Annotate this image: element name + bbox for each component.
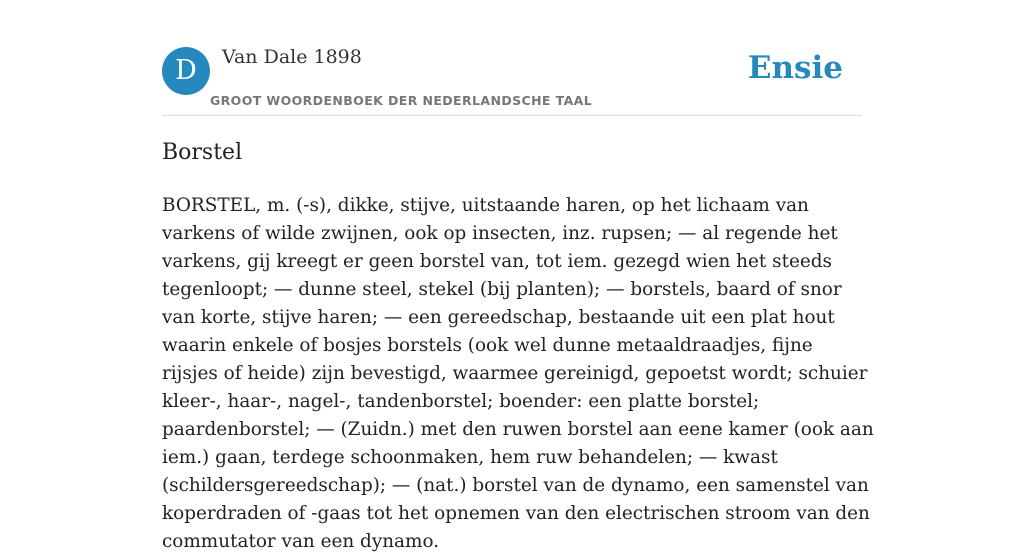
entry-title: Borstel [162, 140, 243, 165]
dictionary-source-title[interactable]: Van Dale 1898 [222, 46, 362, 68]
entry-definition-text: BORSTEL, m. (-s), dikke, stijve, uitstaande haren, op het lichaam van varkens of wilde zwijnen, ook op insecten, inz. rupsen; — al regende het varkens, gij kreegt er geen borstel van, tot iem. gezegd wien het steeds tegenloopt; — dunne steel, stekel (bij planten); — borstels, baard of snor van korte, stijve haren; — een gereedschap, bestaande uit een plat hout waarin enkele of bosjes borstels (ook wel dunne metaaldraadjes, fijne rijsjes of heide) zijn bevestigd, waarmee gereinigd, gepoetst wordt; schuier kleer-, haar-, nagel-, tandenborstel; boender: een platte borstel; paardenborstel; — (Zuidn.) met den ruwen borstel aan eene kamer (ook aan iem.) gaan, terdege schoonmaken, hem ruw behandelen; — kwast (schildersgereedschap); — (nat.) borstel van de dynamo, een samenstel van koperdraden of -gaas tot het opnemen van den electrischen stroom van den commutator van een dynamo. [162, 195, 874, 552]
source-header [162, 44, 862, 116]
dictionary-source-subtitle: GROOT WOORDENBOEK DER NEDERLANDSCHE TAAL [210, 93, 593, 108]
brand-logo-link[interactable]: Ensie [747, 50, 843, 86]
dictionary-logo-badge[interactable]: D [162, 47, 210, 95]
